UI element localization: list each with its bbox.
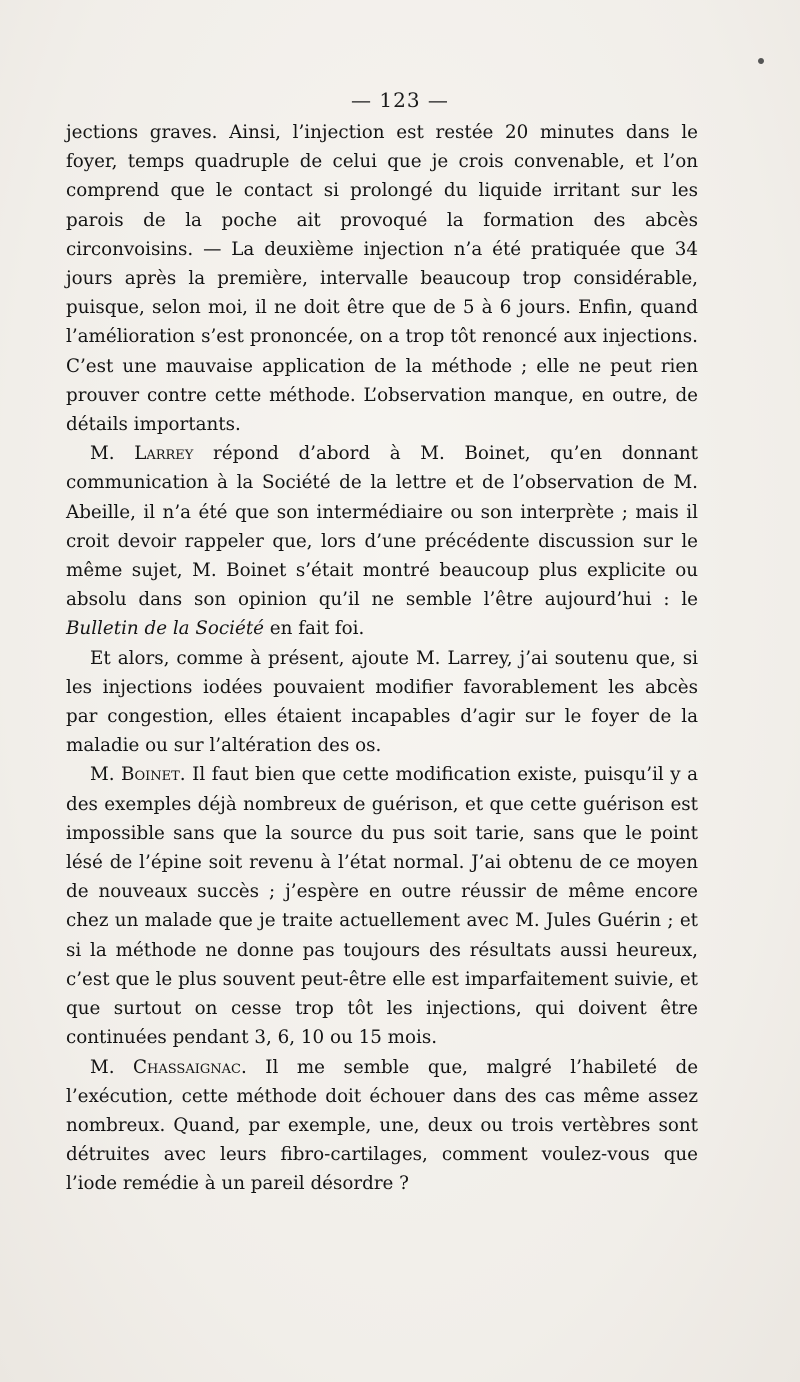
bulletin-title: Bulletin de la Société [66,618,264,640]
speaker-chassaignac: Chassaignac. [133,1056,247,1078]
paragraph-2-prefix: M. [90,443,135,465]
ink-speck [758,58,764,64]
page-number: — 123 — [351,88,449,112]
paragraph-3 [66,644,698,761]
paragraph-5-prefix: M. [90,1056,134,1078]
paragraph-4 [66,760,698,1052]
paragraph-4-prefix: M. [90,764,122,786]
paragraph-2 [66,439,698,643]
paragraph-3-text: Et alors, comme à présent, ajoute M. Larrey, j’ai soutenu que, si les injections iodées pouvaient modifier favorablement les abcès par congestion, elles étaient incapables d’agir sur le foyer de la maladie ou sur l’altération des os. [66,647,698,757]
paragraph-4-text: Il faut bien que cette modification existe, puisqu’il y a des exemples déjà nombreux de guérison, et que cette guérison est impossible sans que la source du pus soit tarie, sans que le point lésé de l’épine soit revenu à l’état normal. J’ai obtenu de ce moyen de nouveaux succès ; j’espère en outre réussir de même encore chez un malade que je traite actuellement avec M. Jules Guérin ; et si la méthode ne donne pas toujours des résultats aussi heureux, c’est que le plus souvent peut-être elle est imparfaitement suivie, et que surtout on cesse trop tôt les injections, qui doivent être continuées pendant 3, 6, 10 ou 15 mois. [66,764,698,1049]
paragraph-2-end: en fait foi. [264,618,365,640]
paragraph-1 [66,118,698,439]
speaker-boinet: Boinet. [121,764,186,786]
paragraph-5 [66,1053,698,1199]
speaker-larrey: Larrey [134,443,194,465]
paragraph-2-text: répond d’abord à M. Boinet, qu’en donnant communication à la Société de la lettre et de l’observation de M. Abeille, il n’a été que son intermédiaire ou son interprète ; mais il croit devoir rappeler que, lors d’une précédente discussion sur le même sujet, M. Boinet s’était montré beaucoup plus explicite ou absolu dans son opinion qu’il ne semble l’être aujourd’hui : le [66,443,698,611]
paragraph-5-text: Il me semble que, malgré l’habileté de l’exécution, cette méthode doit échouer dans des cas même assez nombreux. Quand, par exemple, une, deux ou trois vertèbres sont détruites avec leurs fibro-cartilages, comment voulez-vous que l’iode remédie à un pareil désordre ? [66,1056,699,1195]
paragraph-1-text: jections graves. Ainsi, l’injection est restée 20 minutes dans le foyer, temps quadruple de celui que je crois convenable, et l’on comprend que le contact si prolongé du liquide irritant sur les parois de la poche ait provoqué la formation des abcès circonvoisins. — La deuxième injection n’a été pratiquée que 34 jours après la première, intervalle beaucoup trop considérable, puisque, selon moi, il ne doit être que de 5 à 6 jours. Enfin, quand l’amélioration s’est prononcée, on a trop tôt renoncé aux injections. C’est une mauvaise application de la méthode ; elle ne peut rien prouver contre cette méthode. L’observation manque, en outre, de détails importants. [66,122,698,436]
body-text [66,118,698,1199]
